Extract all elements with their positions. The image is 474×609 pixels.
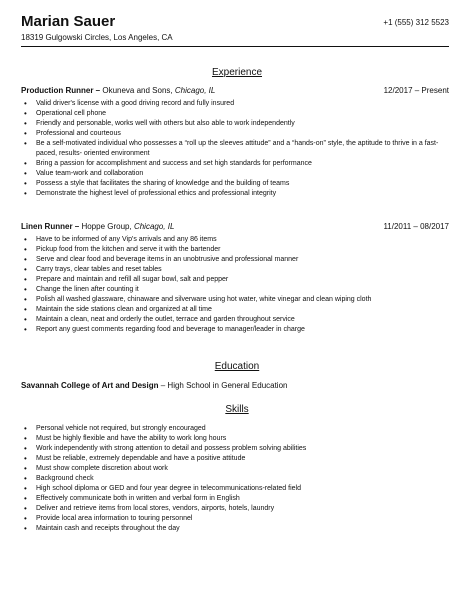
list-item: • Friendly and personable, works well with others but also able to work independently bbox=[21, 119, 449, 129]
candidate-name: Marian Sauer bbox=[21, 13, 116, 30]
list-item: • Maintain cash and receipts throughout the day bbox=[21, 524, 449, 534]
job-title: Production Runner – bbox=[21, 86, 101, 95]
list-item: • Must be highly flexible and have the ability to work long hours bbox=[21, 434, 449, 444]
list-item: • High school diploma or GED and four year degree in telecommunications-related field bbox=[21, 484, 449, 494]
list-item: • Personal vehicle not required, but strongly encouraged bbox=[21, 424, 449, 434]
address: 18319 Gulgowski Circles, Los Angeles, CA bbox=[21, 33, 173, 42]
list-item: • Serve and clear food and beverage items in an unobtrusive and professional manner bbox=[21, 255, 449, 265]
job-title: Linen Runner – bbox=[21, 222, 80, 231]
job-location: Chicago, IL bbox=[174, 86, 216, 95]
list-item: • Professional and courteous bbox=[21, 129, 449, 139]
list-item: • Polish all washed glassware, chinaware and silverware using hot water, white vinegar and clean wiping cloth bbox=[21, 295, 449, 305]
list-item: • Maintain the side stations clean and organized at all time bbox=[21, 305, 449, 315]
job-location: Chicago, IL bbox=[133, 222, 175, 231]
list-item: • Be a self-motivated individual who possesses a “roll up the sleeves attitude” and a “hands-on” style, the aptitude to thrive in a fast-paced, results- oriented environment bbox=[21, 139, 449, 159]
job-dates: 11/2011 – 08/2017 bbox=[383, 222, 449, 231]
list-item: • Background check bbox=[21, 474, 449, 484]
school-name: Savannah College of Art and Design bbox=[21, 381, 159, 390]
phone-number: +1 (555) 312 5523 bbox=[383, 18, 449, 27]
list-item: • Pickup food from the kitchen and serve it with the bartender bbox=[21, 245, 449, 255]
job-dates: 12/2017 – Present bbox=[383, 86, 449, 95]
list-item: • Operational cell phone bbox=[21, 109, 449, 119]
skills-list bbox=[21, 424, 449, 534]
list-item: • Effectively communicate both in written and verbal form in English bbox=[21, 494, 449, 504]
list-item: • Have to be informed of any Vip's arrivals and any 86 items bbox=[21, 235, 449, 245]
experience-heading: Experience bbox=[211, 67, 263, 78]
list-item: • Provide local area information to touring personnel bbox=[21, 514, 449, 524]
degree: – High School in General Education bbox=[158, 381, 288, 390]
list-item: • Demonstrate the highest level of professional ethics and professional integrity bbox=[21, 189, 449, 199]
list-item: • Must show complete discretion about work bbox=[21, 464, 449, 474]
list-item: • Deliver and retrieve items from local stores, vendors, airports, hotels, laundry bbox=[21, 504, 449, 514]
list-item: • Must be reliable, extremely dependable and have a positive attitude bbox=[21, 454, 449, 464]
list-item: • Valid driver's license with a good driving record and fully insured bbox=[21, 99, 449, 109]
list-item: • Prepare and maintain and refill all sugar bowl, salt and pepper bbox=[21, 275, 449, 285]
skills-heading: Skills bbox=[225, 404, 249, 415]
header-divider bbox=[21, 46, 449, 47]
education-heading: Education bbox=[214, 361, 260, 372]
list-item: • Carry trays, clear tables and reset tables bbox=[21, 265, 449, 275]
education-entry bbox=[21, 381, 287, 391]
list-item: • Bring a passion for accomplishment and success and set high standards for performance bbox=[21, 159, 449, 169]
company-name: Okuneva and Sons, bbox=[100, 86, 173, 95]
list-item: • Change the linen after counting it bbox=[21, 285, 449, 295]
list-item: • Report any guest comments regarding food and beverage to manager/leader in charge bbox=[21, 325, 449, 335]
job-responsibilities bbox=[21, 99, 449, 199]
list-item: • Work independently with strong attention to detail and possess problem solving abilities bbox=[21, 444, 449, 454]
company-name: Hoppe Group, bbox=[79, 222, 132, 231]
list-item: • Possess a style that facilitates the sharing of knowledge and the building of teams bbox=[21, 179, 449, 189]
job-responsibilities bbox=[21, 235, 449, 335]
list-item: • Value team-work and collaboration bbox=[21, 169, 449, 179]
list-item: • Maintain a clean, neat and orderly the outlet, terrace and garden throughout service bbox=[21, 315, 449, 325]
